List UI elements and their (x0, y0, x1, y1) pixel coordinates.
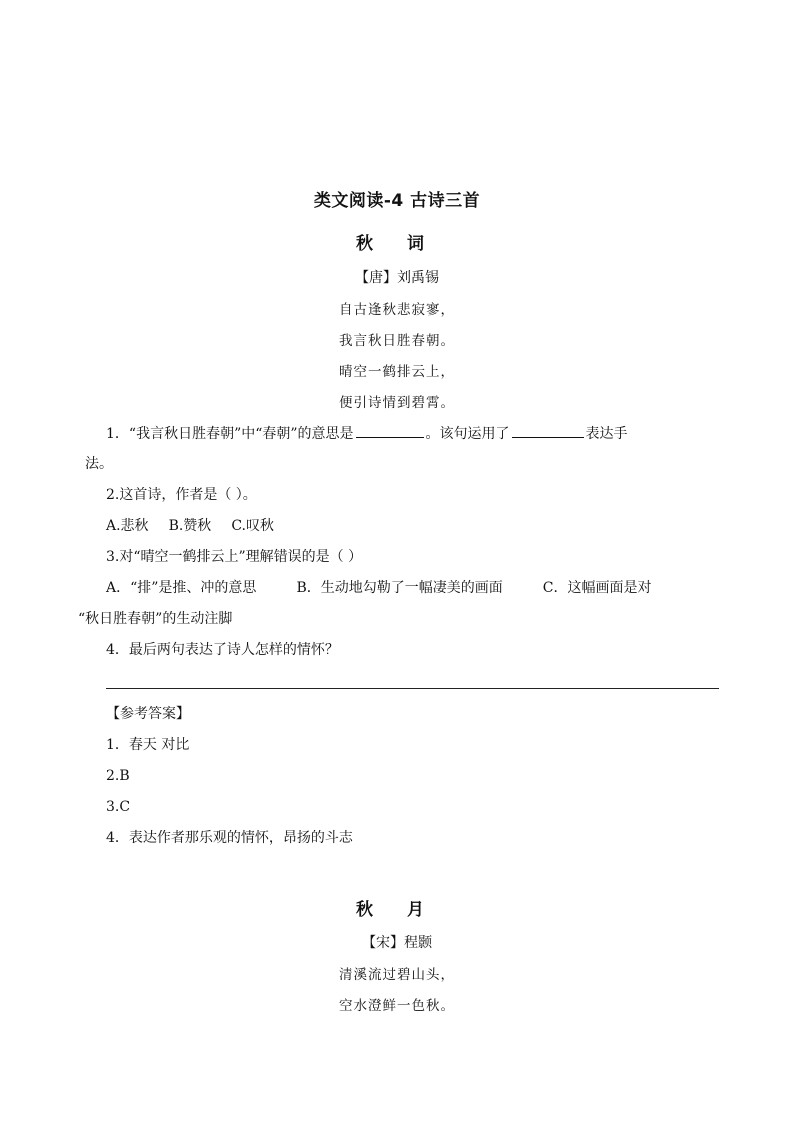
poem1-line-2: 我言秋日胜春朝。 (339, 333, 455, 349)
answer-4: 4．表达作者那乐观的情怀，昂扬的斗志 (106, 830, 353, 846)
question-1-part-c: 表达手 (585, 426, 628, 442)
poem2-line-1: 清溪流过碧山头， (339, 967, 455, 983)
question-1-part-a: 1．“我言秋日胜春朝”中“春朝”的意思是 (106, 426, 354, 442)
question-1-continued: 法。 (85, 456, 113, 472)
document-title: 类文阅读-4 古诗三首 (313, 191, 481, 211)
q3-option-a: A．“排”是推、冲的意思 (106, 580, 257, 596)
q3-option-c: C．这幅画面是对 (542, 580, 652, 596)
answer-3: 3.C (106, 799, 131, 815)
option-a: A.悲秋 (106, 518, 149, 534)
answer-2: 2.B (106, 768, 130, 784)
question-1 (106, 423, 628, 444)
question-1-part-b: 。该句运用了 (425, 426, 510, 442)
question-3: 3.对“晴空一鹤排云上”理解错误的是（ ） (106, 549, 363, 565)
answer-1: 1．春天 对比 (106, 737, 190, 753)
question-3-options-continued: “秋日胜春朝”的生动注脚 (78, 611, 233, 627)
poem1-line-4: 便引诗情到碧霄。 (339, 395, 455, 411)
poem1-line-3: 晴空一鹤排云上， (339, 364, 455, 380)
answers-heading: 【参考答案】 (106, 706, 190, 722)
answer-blank-1[interactable] (356, 423, 424, 438)
poem2-author: 【宋】程颢 (362, 935, 432, 951)
question-3-options (106, 578, 651, 598)
poem1-line-1: 自古逢秋悲寂寥， (339, 302, 455, 318)
poem1-author: 【唐】刘禹锡 (355, 270, 439, 286)
answer-blank-2[interactable] (512, 423, 584, 438)
poem2-line-2: 空水澄鲜一色秋。 (339, 998, 455, 1014)
option-c: C.叹秋 (231, 518, 274, 534)
section-divider (106, 688, 719, 689)
poem2-title: 秋 月 (356, 900, 438, 920)
option-b: B.赞秋 (168, 518, 212, 534)
question-2-options (106, 516, 274, 536)
q3-option-b: B．生动地勾勒了一幅凄美的画面 (296, 580, 503, 596)
question-4: 4．最后两句表达了诗人怎样的情怀？ (106, 642, 339, 658)
question-2: 2.这首诗，作者是（ ）。 (106, 487, 257, 503)
poem1-title: 秋 词 (356, 234, 438, 254)
